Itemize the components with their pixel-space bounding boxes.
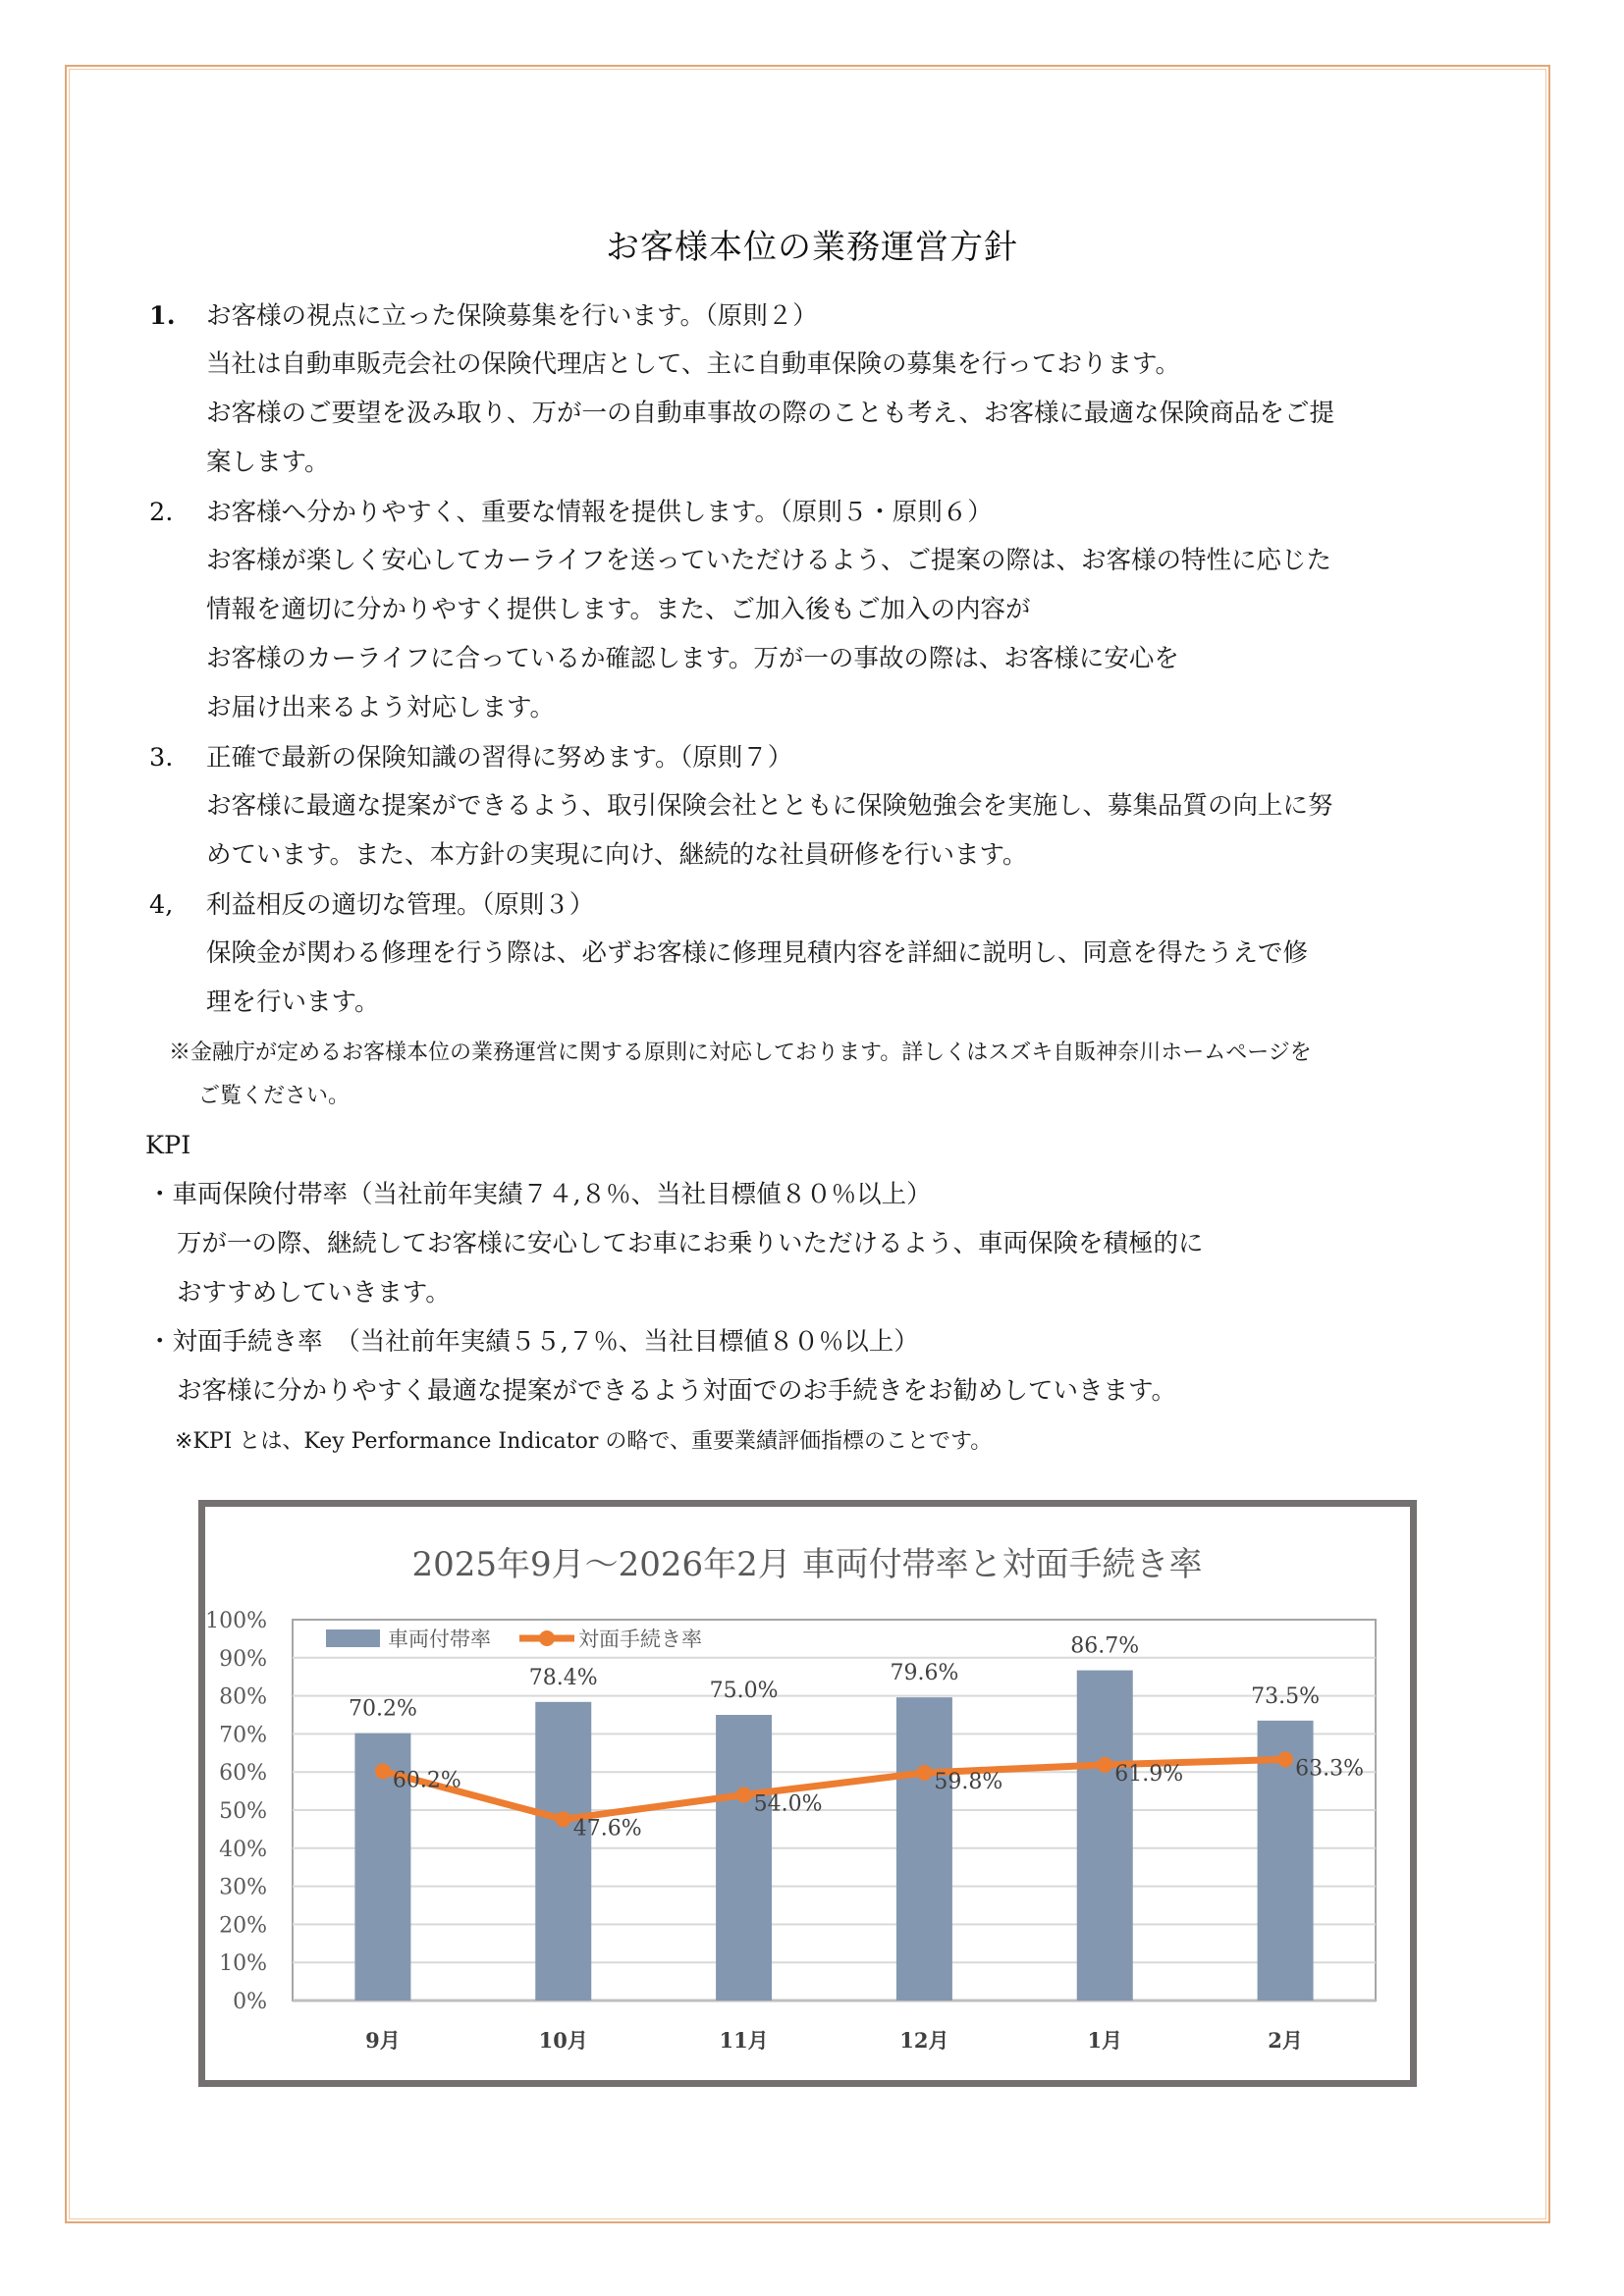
legend-line-label: 対面手続き率 [578, 1628, 702, 1651]
section-4-body-2: 理を行います。 [206, 988, 380, 1017]
kpi-item-2-body-1: お客様に分かりやすく最適な提案ができるよう対面でのお手続きをお勧めしていきます。 [177, 1376, 1176, 1406]
bar-series [354, 1671, 1313, 2001]
section-1-body-1: 当社は自動車販売会社の保険代理店として、主に自動車保険の募集を行っております。 [206, 349, 1180, 379]
y-tick-label: 20% [219, 1913, 267, 1939]
combo-chart [198, 1500, 1417, 2087]
bar-data-label: 70.2% [348, 1696, 417, 1722]
bar-data-label: 79.6% [890, 1661, 959, 1686]
section-3-number: 3. [149, 743, 174, 773]
legend-bar-swatch [326, 1629, 380, 1647]
line-data-label: 59.8% [934, 1769, 1003, 1794]
line-data-label: 54.0% [753, 1791, 823, 1817]
y-tick-label: 90% [219, 1646, 267, 1672]
x-category-label: 9月 [365, 2028, 401, 2053]
grid-lines [293, 1620, 1376, 2001]
bar [535, 1702, 591, 2001]
line-marker [916, 1765, 932, 1781]
section-2-number: 2. [149, 498, 174, 527]
x-axis-categories [365, 2028, 1303, 2053]
line-data-label: 63.3% [1295, 1756, 1364, 1782]
kpi-item-1-body-1: 万が一の際、継続してお客様に安心してお車にお乗りいただけるよう、車両保険を積極的に [177, 1229, 1204, 1258]
y-tick-label: 40% [219, 1837, 267, 1862]
section-3-body-2: めています。また、本方針の実現に向け、継続的な社員研修を行います。 [206, 840, 1028, 870]
bar-data-label: 75.0% [709, 1679, 779, 1703]
kpi-item-1-body-2: おすすめしていきます。 [177, 1278, 451, 1308]
chart-title: 2025年9月～2026年2月 車両付帯率と対面手続き率 [411, 1545, 1203, 1584]
section-2-body-3: お客様のカーライフに合っているか確認します。万が一の事故の際は、お客様に安心を [206, 644, 1179, 673]
section-1-body-3: 案します。 [206, 448, 330, 477]
page-title: お客様本位の業務運営方針 [606, 228, 1018, 267]
section-3-body-1: お客様に最適な提案ができるよう、取引保険会社とともに保険勉強会を実施し、募集品質の向上に努 [206, 791, 1333, 821]
x-category-label: 10月 [538, 2028, 588, 2053]
bar-data-label: 78.4% [528, 1665, 598, 1690]
kpi-heading: KPI [145, 1131, 191, 1160]
x-category-label: 12月 [899, 2028, 949, 2053]
section-1-body-2: お客様のご要望を汲み取り、万が一の自動車事故の際のことも考え、お客様に最適な保険商品をご提 [206, 399, 1335, 428]
section-4-number: 4, [149, 890, 174, 920]
line-data-label: 61.9% [1114, 1761, 1184, 1787]
legend-line-marker [539, 1630, 555, 1646]
line-marker [375, 1763, 391, 1779]
line-marker [1277, 1751, 1293, 1767]
section-2-body-1: お客様が楽しく安心してカーライフを送っていただけるよう、ご提案の際は、お客様の特性に応じた [206, 546, 1331, 575]
line-marker [1097, 1757, 1112, 1773]
bar [896, 1697, 952, 2001]
section-1-heading: お客様の視点に立った保険募集を行います。（原則２） [206, 301, 818, 331]
kpi-item-2-label: ・対面手続き率 （当社前年実績５５,７％、当社目標値８０％以上） [147, 1327, 919, 1357]
section-2-body-2: 情報を適切に分かりやすく提供します。また、ご加入後もご加入の内容が [206, 595, 1031, 624]
y-tick-label: 70% [219, 1723, 267, 1748]
y-tick-label: 10% [219, 1951, 267, 1977]
y-tick-label: 30% [219, 1875, 267, 1900]
line-marker [556, 1811, 571, 1827]
legend [326, 1628, 702, 1651]
note-line-1: ※金融庁が定めるお客様本位の業務運営に関する原則に対応しております。詳しくはスズキ自販神奈川ホームページを [169, 1041, 1312, 1065]
line-data-label: 60.2% [392, 1768, 461, 1793]
y-tick-label: 0% [233, 1990, 267, 2014]
x-category-label: 2月 [1268, 2028, 1303, 2053]
section-2-heading: お客様へ分かりやすく、重要な情報を提供します。（原則５・原則６） [206, 498, 993, 527]
x-category-label: 1月 [1087, 2028, 1123, 2053]
section-2-body-4: お届け出来るよう対応します。 [206, 693, 555, 722]
y-tick-label: 100% [205, 1609, 267, 1633]
line-marker [736, 1787, 752, 1802]
chart-frame [198, 1500, 1417, 2087]
line-data-label: 47.6% [572, 1816, 642, 1842]
bar-data-label: 73.5% [1251, 1683, 1321, 1709]
bar-data-label: 86.7% [1070, 1633, 1140, 1659]
y-tick-label: 50% [219, 1799, 267, 1824]
y-axis-ticks [205, 1609, 267, 2014]
section-1-number: 1. [149, 301, 176, 331]
kpi-item-1-label: ・車両保険付帯率（当社前年実績７４,８％、当社目標値８０％以上） [147, 1180, 932, 1209]
x-category-label: 11月 [719, 2028, 769, 2053]
y-tick-label: 60% [219, 1761, 267, 1787]
section-4-heading: 利益相反の適切な管理。（原則３） [206, 890, 595, 920]
bar [716, 1715, 772, 2001]
section-4-body-1: 保険金が関わる修理を行う際は、必ずお客様に修理見積内容を詳細に説明し、同意を得たうえで修 [206, 938, 1309, 968]
section-3-heading: 正確で最新の保険知識の習得に努めます。（原則７） [206, 743, 793, 773]
bar [1077, 1671, 1133, 2001]
y-tick-label: 80% [219, 1684, 267, 1710]
legend-bar-label: 車両付帯率 [388, 1628, 491, 1651]
note-line-2: ご覧ください。 [198, 1084, 351, 1108]
kpi-footnote: ※KPI とは、Key Performance Indicator の略で、重要業績評価指標のことです。 [175, 1429, 993, 1454]
